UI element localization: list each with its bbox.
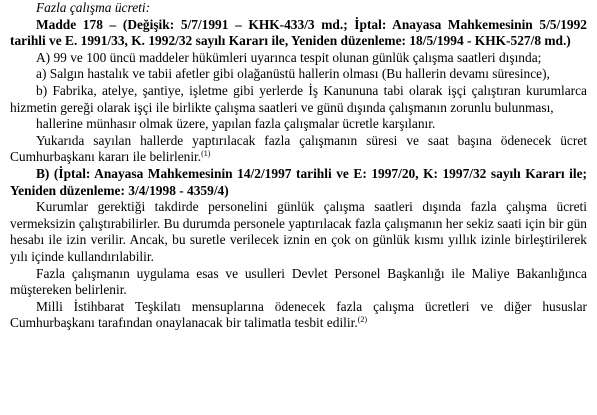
paragraph-a-item-a: a) Salgın hastalık ve tabii afetler gibi olağanüstü hallerin olması (Bu hallerin devamı süresince), — [36, 66, 550, 82]
paragraph-a-item-b: b) Fabrika, atelye, şantiye, işletme gibi yerlerde İş Kanununa tabi olarak işçi çalıştıran kurumlarca hizmetin gereği olarak işçi ile birlikte çalışma saatleri ve günü dışında çalışmanın zorunlu bulunması, — [10, 82, 587, 115]
paragraph-b-1: Kurumlar gerektiği takdirde personelini günlük çalışma saatleri dışında fazla çalışma ücreti vermeksizin çalıştırabilirler. Bu durumda personele yaptırılacak fazla çalışmanın her sekiz saati için bir gün hesabı ile izin verilir. Ancak, bu suretle verilecek iznin en çok on günlük kısmı yıllık izinle birleştirilerek yılı içinde kullandırılabilir. — [10, 199, 587, 264]
paragraph-a-intro: A) 99 ve 100 üncü maddeler hükümleri uyarınca tespit olunan günlük çalışma saatleri dışında; — [36, 49, 542, 65]
paragraph-b-title: B) (İptal: Anayasa Mahkemesinin 14/2/1997 tarihli ve E: 1997/20, K: 1997/32 sayılı Kararı ile; Yeniden düzenleme: 3/4/1998 - 4359/4) — [10, 165, 587, 198]
article-title: Madde 178 – (Değişik: 5/7/1991 – KHK-433/3 md.; İptal: Anayasa Mahkemesinin 5/5/1992 tarihli ve E. 1991/33, K. 1992/32 sayılı Kararı ile, Yeniden düzenleme: 18/5/1994 - KHK-527/8 md.) — [10, 16, 587, 49]
paragraph-a-exclusive: hallerine münhasır olmak üzere, yapılan fazla çalışmalar ücretle karşılanır. — [36, 116, 436, 132]
paragraph-b-3 — [10, 299, 587, 332]
footnote-ref-1: (1) — [201, 149, 211, 159]
footnote-ref-2: (2) — [357, 315, 368, 325]
paragraph-b-3-text: Milli İstihbarat Teşkilatı mensuplarına ödenecek fazla çalışma ücretleri ve diğer hususlar Cumhurbaşkanı tarafından onaylanacak bir talimatla tesbit edilir. — [10, 298, 587, 331]
paragraph-a-closing — [10, 133, 587, 166]
section-heading: Fazla çalışma ücreti: — [36, 0, 151, 15]
paragraph-a-closing-text: Yukarıda sayılan hallerde yaptırılacak fazla çalışmanın süresi ve saat başına ödenecek ücret Cumhurbaşkanı kararı ile belirlenir. — [10, 132, 587, 165]
paragraph-b-2: Fazla çalışmanın uygulama esas ve usulleri Devlet Personel Başkanlığı ile Maliye Bakanlığınca müştereken belirlenir. — [10, 265, 587, 298]
